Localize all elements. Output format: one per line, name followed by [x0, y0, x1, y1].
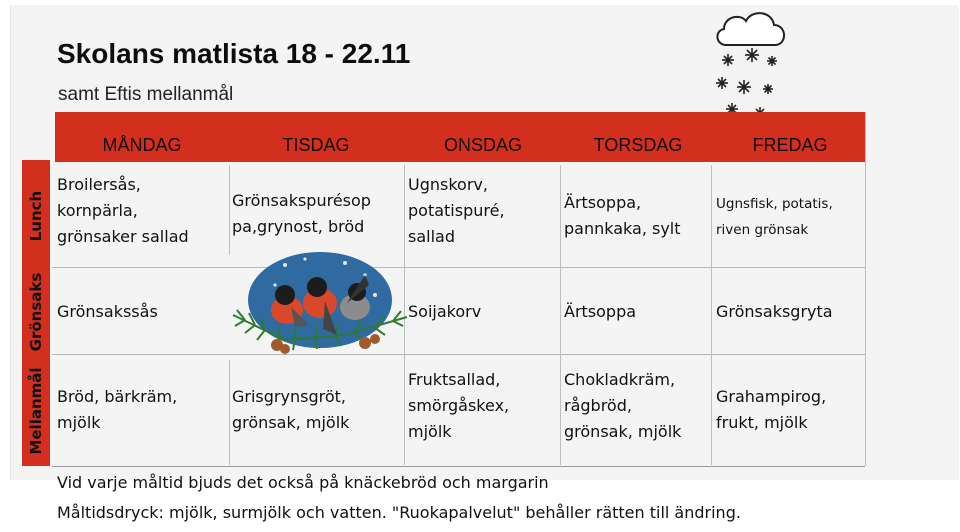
lunch-monday: Broilersås, kornpärla, grönsaker sallad: [57, 175, 189, 246]
grid-line: [52, 267, 865, 268]
day-monday: MÅNDAG: [102, 135, 182, 155]
day-thursday: TORSDAG: [593, 135, 683, 155]
grid-line: [865, 112, 866, 466]
day-wednesday: ONSDAG: [443, 135, 522, 155]
row-label-vegetarian: Grönsaks: [27, 272, 45, 352]
grid-line: [711, 165, 712, 465]
snack-friday: Grahampirog, frukt, mjölk: [716, 387, 827, 432]
grid-line: [560, 165, 561, 465]
snack-wednesday: Fruktsallad, smörgåskex, mjölk: [408, 370, 510, 441]
grid-line: [52, 354, 865, 355]
veg-wednesday: Soijakorv: [408, 302, 482, 321]
footer-note-drinks: Måltidsdryck: mjölk, surmjölk och vatten. "Ruokapalvelut" behåller rätten till ändring.: [57, 503, 741, 522]
grid-line: [229, 360, 230, 465]
grid-line: [52, 466, 865, 467]
lunch-thursday: Ärtsoppa, pannkaka, sylt: [564, 193, 681, 238]
snack-monday: Bröd, bärkräm, mjölk: [57, 387, 178, 432]
day-tuesday: TISDAG: [282, 135, 350, 155]
row-label-lunch: Lunch: [27, 190, 45, 242]
grid-line: [229, 165, 230, 255]
snack-tuesday: Grisgrynsgröt, grönsak, mjölk: [232, 387, 350, 432]
veg-monday: Grönsakssås: [57, 302, 158, 321]
row-label-snack: Mellanmål: [27, 367, 45, 455]
page-title: Skolans matlista 18 - 22.11: [57, 38, 411, 69]
veg-thursday: Ärtsoppa: [564, 302, 637, 321]
veg-friday: Grönsaksgryta: [716, 302, 833, 321]
snack-thursday: Chokladkräm, rågbröd, grönsak, mjölk: [564, 370, 682, 441]
lunch-wednesday: Ugnskorv, potatispuré, sallad: [408, 175, 505, 246]
lunch-friday: Ugnsfisk, potatis, riven grönsak: [716, 196, 833, 238]
lunch-tuesday: Grönsakspurésop pa,grynost, bröd: [232, 191, 371, 236]
page-subtitle: samt Eftis mellanmål: [58, 84, 234, 105]
day-friday: FREDAG: [752, 135, 828, 155]
bullfinch-birds-image: [225, 245, 415, 363]
footer-note-bread: Vid varje måltid bjuds det också på knäckebröd och margarin: [57, 473, 549, 492]
